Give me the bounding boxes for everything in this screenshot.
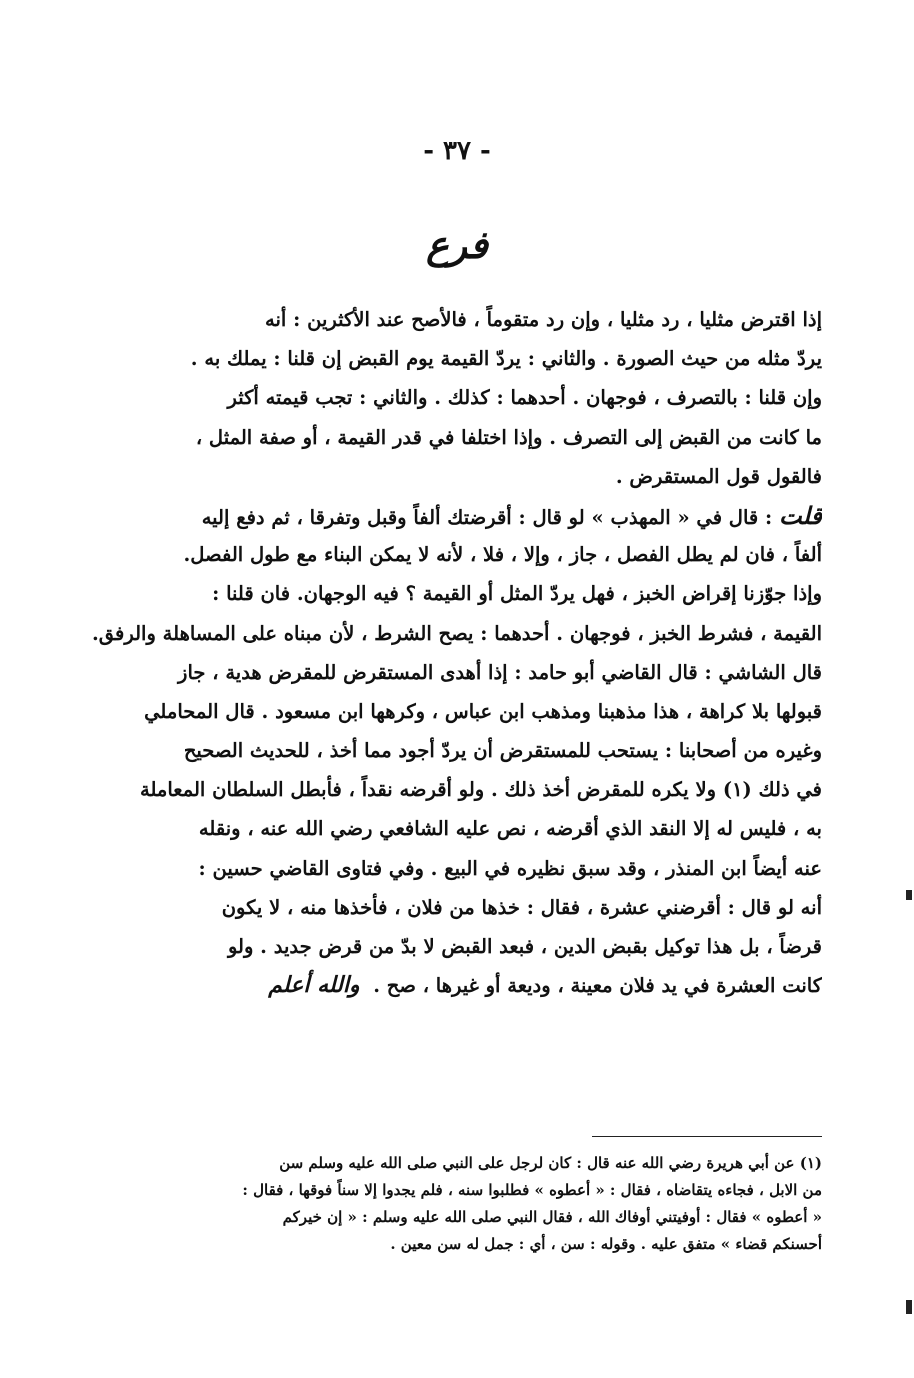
text-line: وغيره من أصحابنا : يستحب للمستقرض أن يردّ أجود مما أخذ ، للحديث الصحيح bbox=[183, 739, 822, 763]
qult-marker: قلت bbox=[779, 500, 822, 530]
scan-edge-mark bbox=[906, 1300, 912, 1314]
main-text bbox=[86, 300, 822, 1005]
closing-phrase: والله أعلم bbox=[268, 972, 360, 999]
footnote-line: من الابل ، فجاءه يتقاضاه ، فقال : « أعطوه » فطلبوا سنه ، فلم يجدوا إلا سناً فوقها ، فقال : bbox=[242, 1181, 822, 1199]
text-line: قال الشاشي : قال القاضي أبو حامد : إذا أهدى المستقرض للمقرض هدية ، جاز bbox=[178, 660, 822, 684]
qult-line bbox=[86, 496, 822, 535]
text-line-fragment: : قال في « المهذب » لو قال : أقرضتك ألفاً وقبل وتفرقا ، ثم دفع إليه bbox=[201, 505, 780, 529]
scan-edge-mark bbox=[906, 890, 912, 900]
text-line: القيمة ، فشرط الخبز ، فوجهان . أحدهما : يصح الشرط ، لأن مبناه على المساهلة والرفق. bbox=[91, 621, 822, 645]
text-line: أنه لو قال : أقرضني عشرة ، فقال : خذها من فلان ، فأخذها منه ، لا يكون bbox=[221, 895, 822, 919]
text-line: عنه أيضاً ابن المنذر ، وقد سبق نظيره في البيع . وفي فتاوى القاضي حسين : bbox=[198, 856, 822, 880]
text-line: به ، فليس له إلا النقد الذي أقرضه ، نص عليه الشافعي رضي الله عنه ، ونقله bbox=[198, 817, 822, 841]
footnote-divider bbox=[592, 1136, 822, 1137]
footnote-line: (١) عن أبي هريرة رضي الله عنه قال : كان لرجل على النبي صلى الله عليه وسلم سن bbox=[279, 1154, 822, 1172]
text-line: في ذلك (١) ولا يكره للمقرض أخذ ذلك . ولو أقرضه نقداً ، فأبطل السلطان المعاملة bbox=[140, 778, 822, 802]
page-number: - ٣٧ - bbox=[423, 136, 491, 166]
text-line: ما كانت من القبض إلى التصرف . وإذا اختلفا في قدر القيمة ، أو صفة المثل ، bbox=[195, 425, 822, 449]
text-line: قرضاً ، بل هذا توكيل بقبض الدين ، فبعد القبض لا بدّ من قرض جديد . ولو bbox=[227, 935, 822, 958]
text-line: ألفاً ، فان لم يطل الفصل ، جاز ، وإلا ، فلا ، لأنه لا يمكن البناء مع طول الفصل. bbox=[183, 543, 822, 567]
last-line bbox=[86, 966, 822, 1005]
footnote-line: أحسنكم قضاء » متفق عليه . وقوله : سن ، أي : جمل له سن معين . bbox=[390, 1235, 822, 1253]
text-line: إذا اقترض مثليا ، رد مثليا ، وإن رد متقوماً ، فالأصح عند الأكثرين : أنه bbox=[265, 308, 822, 331]
text-line-fragment: كانت العشرة في يد فلان معينة ، وديعة أو غيرها ، صح . bbox=[373, 974, 822, 998]
footnote bbox=[86, 1150, 822, 1258]
text-line: يردّ مثله من حيث الصورة . والثاني : يردّ القيمة يوم القبض إن قلنا : يملك به . bbox=[190, 347, 822, 371]
text-line: وإذا جوّزنا إقراض الخبز ، فهل يردّ المثل أو القيمة ؟ فيه الوجهان. فان قلنا : bbox=[212, 582, 822, 606]
text-line: قبولها بلا كراهة ، هذا مذهبنا ومذهب ابن عباس ، وكرهها ابن مسعود . قال المحاملي bbox=[144, 699, 822, 723]
section-heading: فرع bbox=[426, 222, 488, 267]
text-line: فالقول قول المستقرض . bbox=[615, 464, 822, 488]
text-line: وإن قلنا : بالتصرف ، فوجهان . أحدهما : كذلك . والثاني : تجب قيمته أكثر bbox=[227, 386, 822, 410]
footnote-line: « أعطوه » فقال : أوفيتني أوفاك الله ، فقال النبي صلى الله عليه وسلم : « إن خيركم bbox=[282, 1208, 822, 1226]
